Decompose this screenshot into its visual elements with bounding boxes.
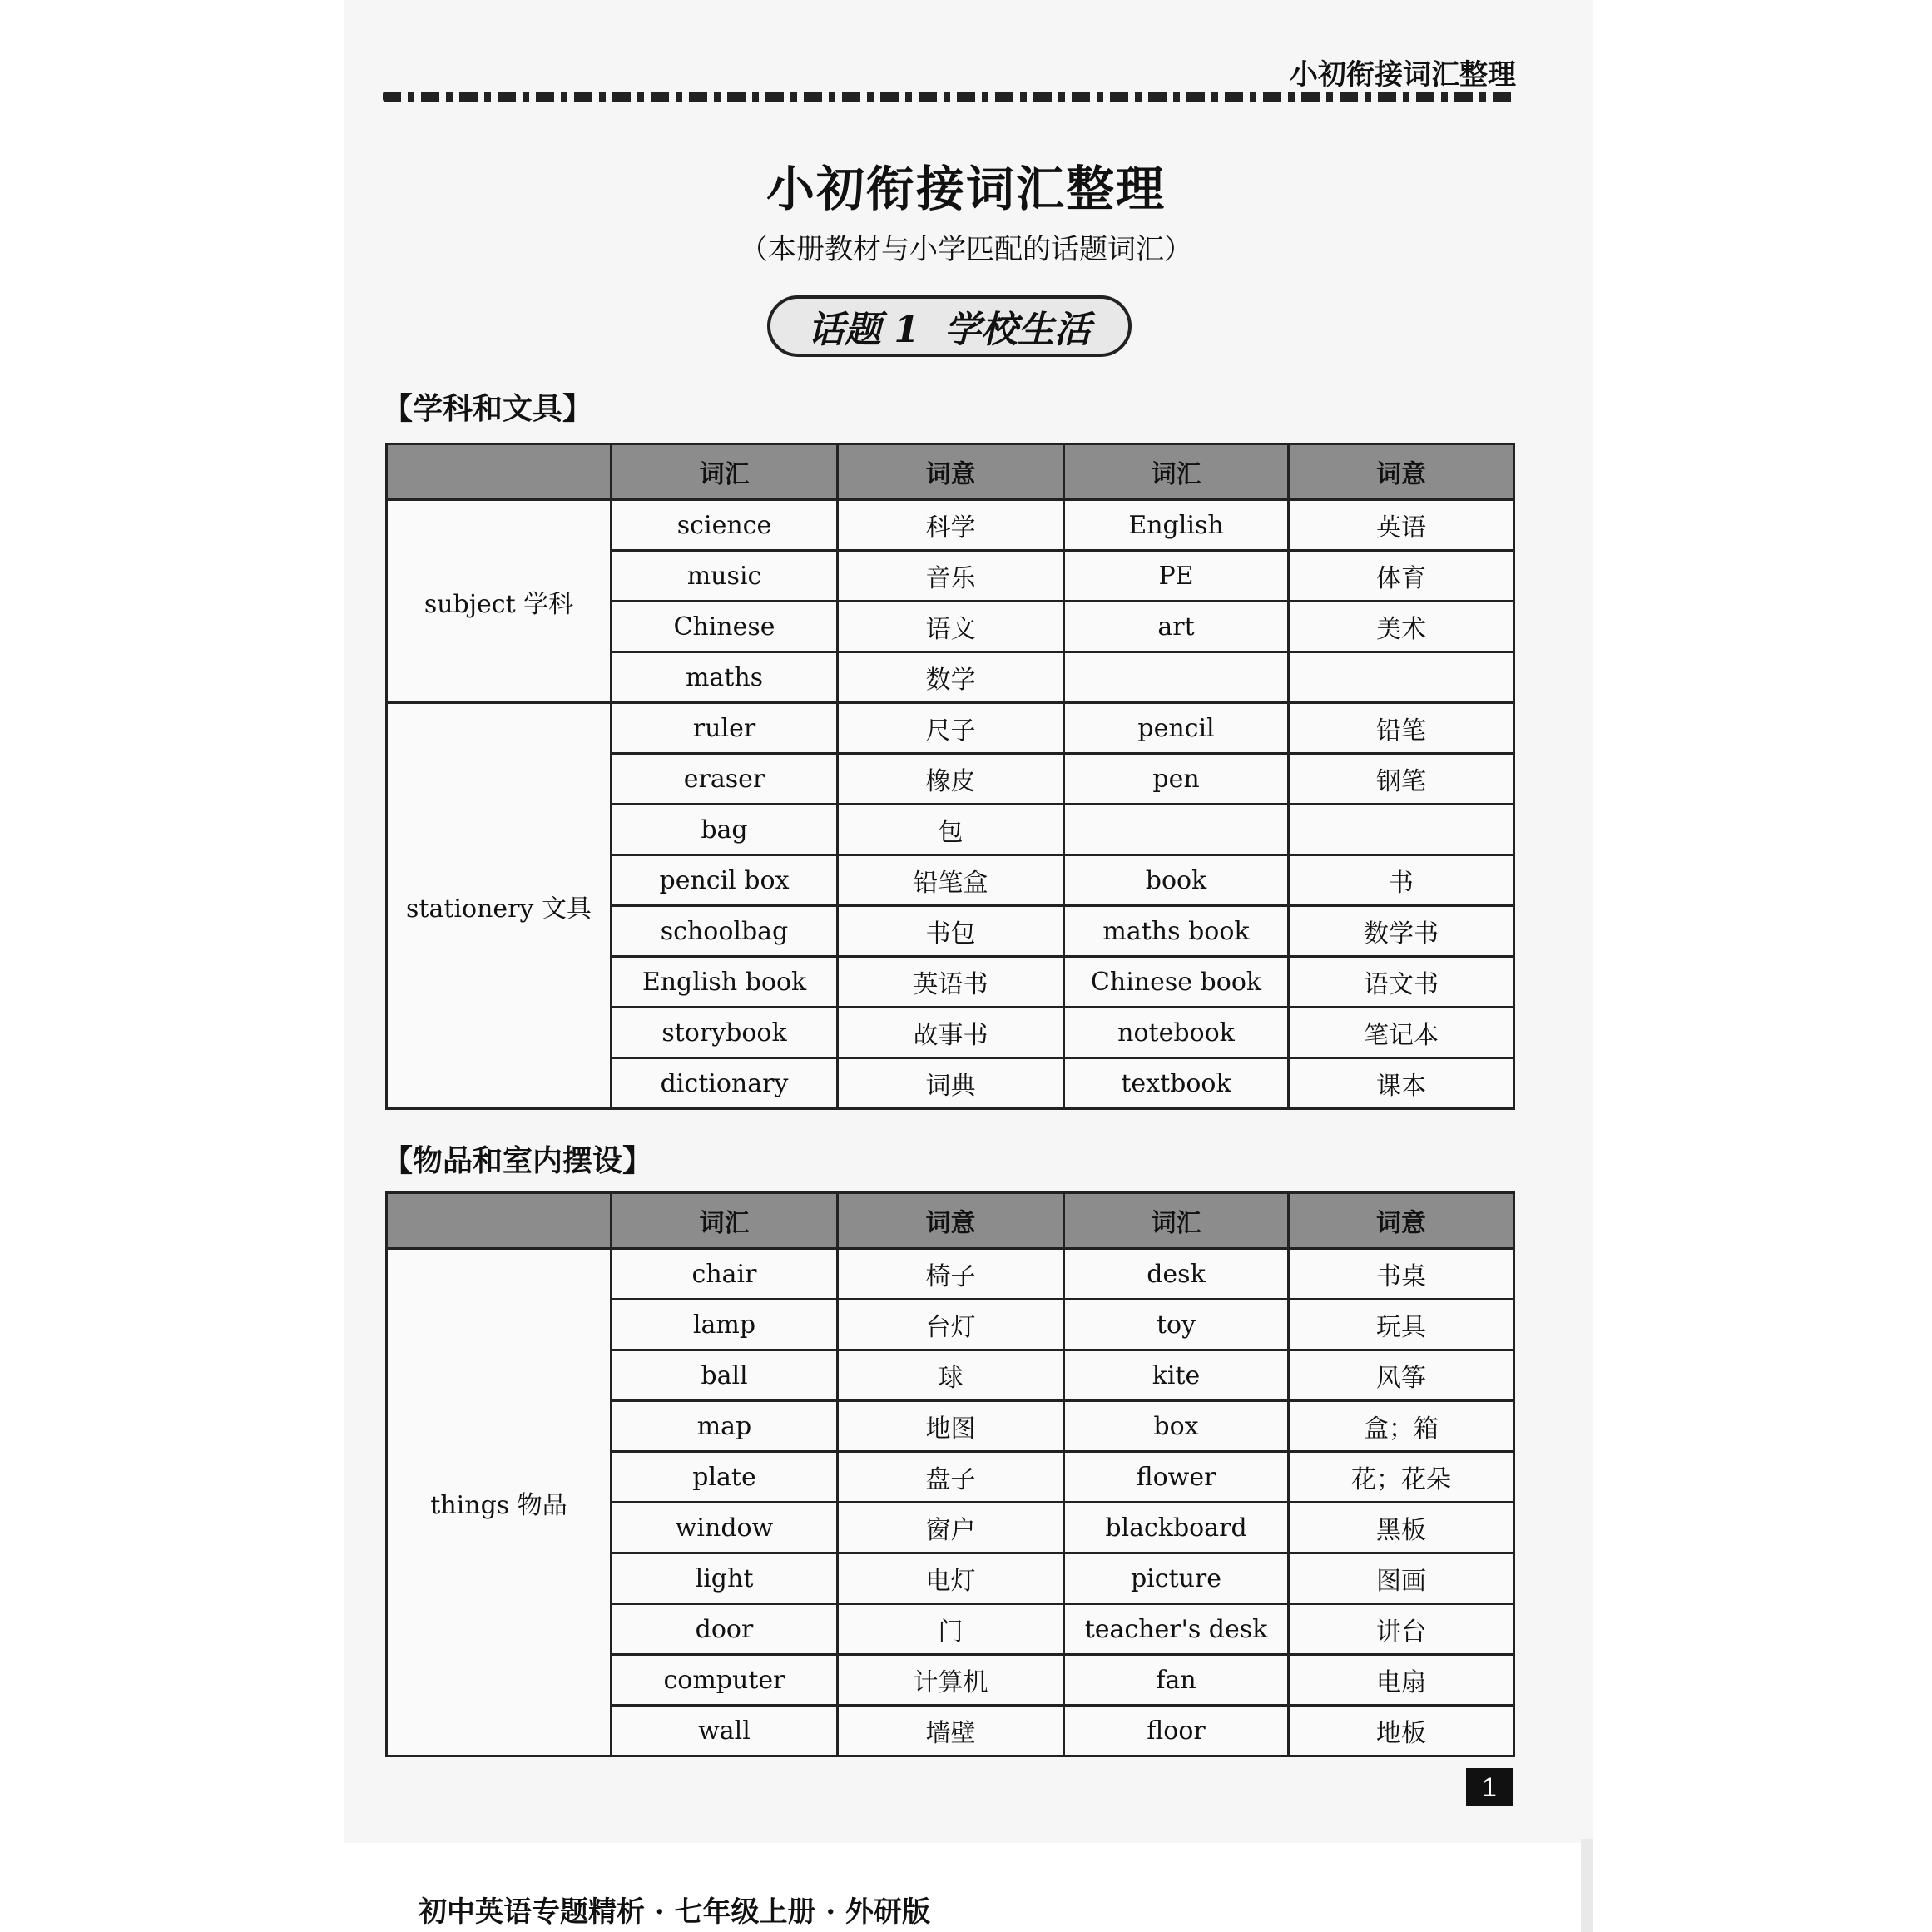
meaning-cell: 书桌 — [1289, 1249, 1514, 1300]
section-heading-things: 【物品和室内摆设】 — [383, 1143, 653, 1178]
word-cell: bag — [612, 805, 838, 855]
header-meaning: 词意 — [838, 1193, 1064, 1249]
word-cell — [1064, 805, 1289, 855]
meaning-cell — [1289, 805, 1514, 855]
word-cell: music — [612, 551, 838, 602]
meaning-cell: 词典 — [838, 1058, 1064, 1109]
category-label: subject 学科 — [387, 500, 612, 703]
header-word: 词汇 — [1064, 444, 1289, 500]
header-word: 词汇 — [612, 444, 838, 500]
word-cell: lamp — [612, 1300, 838, 1350]
table-header-row — [387, 1193, 1514, 1249]
word-cell: maths — [612, 652, 838, 703]
vocab-table-things — [385, 1191, 1515, 1757]
topic-number: 话题 1 — [808, 309, 919, 351]
word-cell: maths book — [1064, 906, 1289, 957]
word-cell: textbook — [1064, 1058, 1289, 1109]
word-cell: book — [1064, 855, 1289, 906]
word-cell: toy — [1064, 1300, 1289, 1350]
header-meaning: 词意 — [1289, 1193, 1514, 1249]
word-cell: desk — [1064, 1249, 1289, 1300]
meaning-cell — [1289, 652, 1514, 703]
category-label: things 物品 — [387, 1249, 612, 1756]
meaning-cell: 体育 — [1289, 551, 1514, 602]
meaning-cell: 台灯 — [838, 1300, 1064, 1350]
meaning-cell: 花；花朵 — [1289, 1452, 1514, 1503]
word-cell: art — [1064, 602, 1289, 652]
meaning-cell: 讲台 — [1289, 1604, 1514, 1655]
meaning-cell: 黑板 — [1289, 1503, 1514, 1553]
section-heading-subjects-stationery: 【学科和文具】 — [383, 391, 593, 426]
running-header: 小初衔接词汇整理 — [1290, 58, 1516, 92]
word-cell: computer — [612, 1655, 838, 1706]
word-cell — [1064, 652, 1289, 703]
meaning-cell: 故事书 — [838, 1008, 1064, 1058]
meaning-cell: 数学书 — [1289, 906, 1514, 957]
meaning-cell: 风筝 — [1289, 1350, 1514, 1401]
word-cell: flower — [1064, 1452, 1289, 1503]
word-cell: fan — [1064, 1655, 1289, 1706]
table-row — [387, 703, 1514, 754]
header-meaning: 词意 — [1289, 444, 1514, 500]
table-row — [387, 500, 1514, 551]
word-cell: floor — [1064, 1706, 1289, 1756]
topic-name: 学校生活 — [944, 309, 1091, 351]
word-cell: ball — [612, 1350, 838, 1401]
word-cell: notebook — [1064, 1008, 1289, 1058]
header-word: 词汇 — [612, 1193, 838, 1249]
word-cell: picture — [1064, 1553, 1289, 1604]
meaning-cell: 包 — [838, 805, 1064, 855]
word-cell: pen — [1064, 754, 1289, 805]
meaning-cell: 玩具 — [1289, 1300, 1514, 1350]
header-meaning: 词意 — [838, 444, 1064, 500]
meaning-cell: 美术 — [1289, 602, 1514, 652]
table-row — [387, 1249, 1514, 1300]
page-subtitle: （本册教材与小学匹配的话题词汇） — [740, 233, 1192, 266]
word-cell: PE — [1064, 551, 1289, 602]
meaning-cell: 计算机 — [838, 1655, 1064, 1706]
meaning-cell: 墙壁 — [838, 1706, 1064, 1756]
page-number: 1 — [1466, 1768, 1513, 1806]
word-cell: ruler — [612, 703, 838, 754]
word-cell: map — [612, 1401, 838, 1452]
word-cell: wall — [612, 1706, 838, 1756]
word-cell: dictionary — [612, 1058, 838, 1109]
meaning-cell: 科学 — [838, 500, 1064, 551]
meaning-cell: 地图 — [838, 1401, 1064, 1452]
header-word: 词汇 — [1064, 1193, 1289, 1249]
word-cell: Chinese book — [1064, 957, 1289, 1008]
word-cell: door — [612, 1604, 838, 1655]
word-cell: pencil — [1064, 703, 1289, 754]
word-cell: teacher's desk — [1064, 1604, 1289, 1655]
meaning-cell: 盘子 — [838, 1452, 1064, 1503]
word-cell: English book — [612, 957, 838, 1008]
vocab-table-subjects-stationery — [385, 443, 1515, 1110]
page-footer: 初中英语专题精析 · 七年级上册 · 外研版 — [419, 1895, 931, 1929]
meaning-cell: 橡皮 — [838, 754, 1064, 805]
page-title: 小初衔接词汇整理 — [765, 161, 1166, 217]
meaning-cell: 电扇 — [1289, 1655, 1514, 1706]
meaning-cell: 笔记本 — [1289, 1008, 1514, 1058]
meaning-cell: 图画 — [1289, 1553, 1514, 1604]
meaning-cell: 电灯 — [838, 1553, 1064, 1604]
meaning-cell: 球 — [838, 1350, 1064, 1401]
meaning-cell: 语文书 — [1289, 957, 1514, 1008]
meaning-cell: 语文 — [838, 602, 1064, 652]
meaning-cell: 盒；箱 — [1289, 1401, 1514, 1452]
header-blank-cell — [387, 1193, 612, 1249]
word-cell: plate — [612, 1452, 838, 1503]
meaning-cell: 铅笔盒 — [838, 855, 1064, 906]
header-blank-cell — [387, 444, 612, 500]
meaning-cell: 英语书 — [838, 957, 1064, 1008]
word-cell: Chinese — [612, 602, 838, 652]
word-cell: blackboard — [1064, 1503, 1289, 1553]
meaning-cell: 窗户 — [838, 1503, 1064, 1553]
word-cell: science — [612, 500, 838, 551]
word-cell: light — [612, 1553, 838, 1604]
meaning-cell: 尺子 — [838, 703, 1064, 754]
page-edge-shadow — [1581, 1839, 1593, 1932]
category-label: stationery 文具 — [387, 703, 612, 1109]
meaning-cell: 钢笔 — [1289, 754, 1514, 805]
table-header-row — [387, 444, 1514, 500]
meaning-cell: 铅笔 — [1289, 703, 1514, 754]
word-cell: eraser — [612, 754, 838, 805]
meaning-cell: 椅子 — [838, 1249, 1064, 1300]
meaning-cell: 书包 — [838, 906, 1064, 957]
word-cell: storybook — [612, 1008, 838, 1058]
meaning-cell: 数学 — [838, 652, 1064, 703]
word-cell: window — [612, 1503, 838, 1553]
meaning-cell: 书 — [1289, 855, 1514, 906]
meaning-cell: 门 — [838, 1604, 1064, 1655]
word-cell: schoolbag — [612, 906, 838, 957]
topic-banner — [767, 295, 1132, 357]
word-cell: English — [1064, 500, 1289, 551]
meaning-cell: 英语 — [1289, 500, 1514, 551]
word-cell: kite — [1064, 1350, 1289, 1401]
word-cell: pencil box — [612, 855, 838, 906]
meaning-cell: 音乐 — [838, 551, 1064, 602]
header-dashed-rule — [383, 92, 1514, 102]
word-cell: box — [1064, 1401, 1289, 1452]
word-cell: chair — [612, 1249, 838, 1300]
meaning-cell: 课本 — [1289, 1058, 1514, 1109]
meaning-cell: 地板 — [1289, 1706, 1514, 1756]
